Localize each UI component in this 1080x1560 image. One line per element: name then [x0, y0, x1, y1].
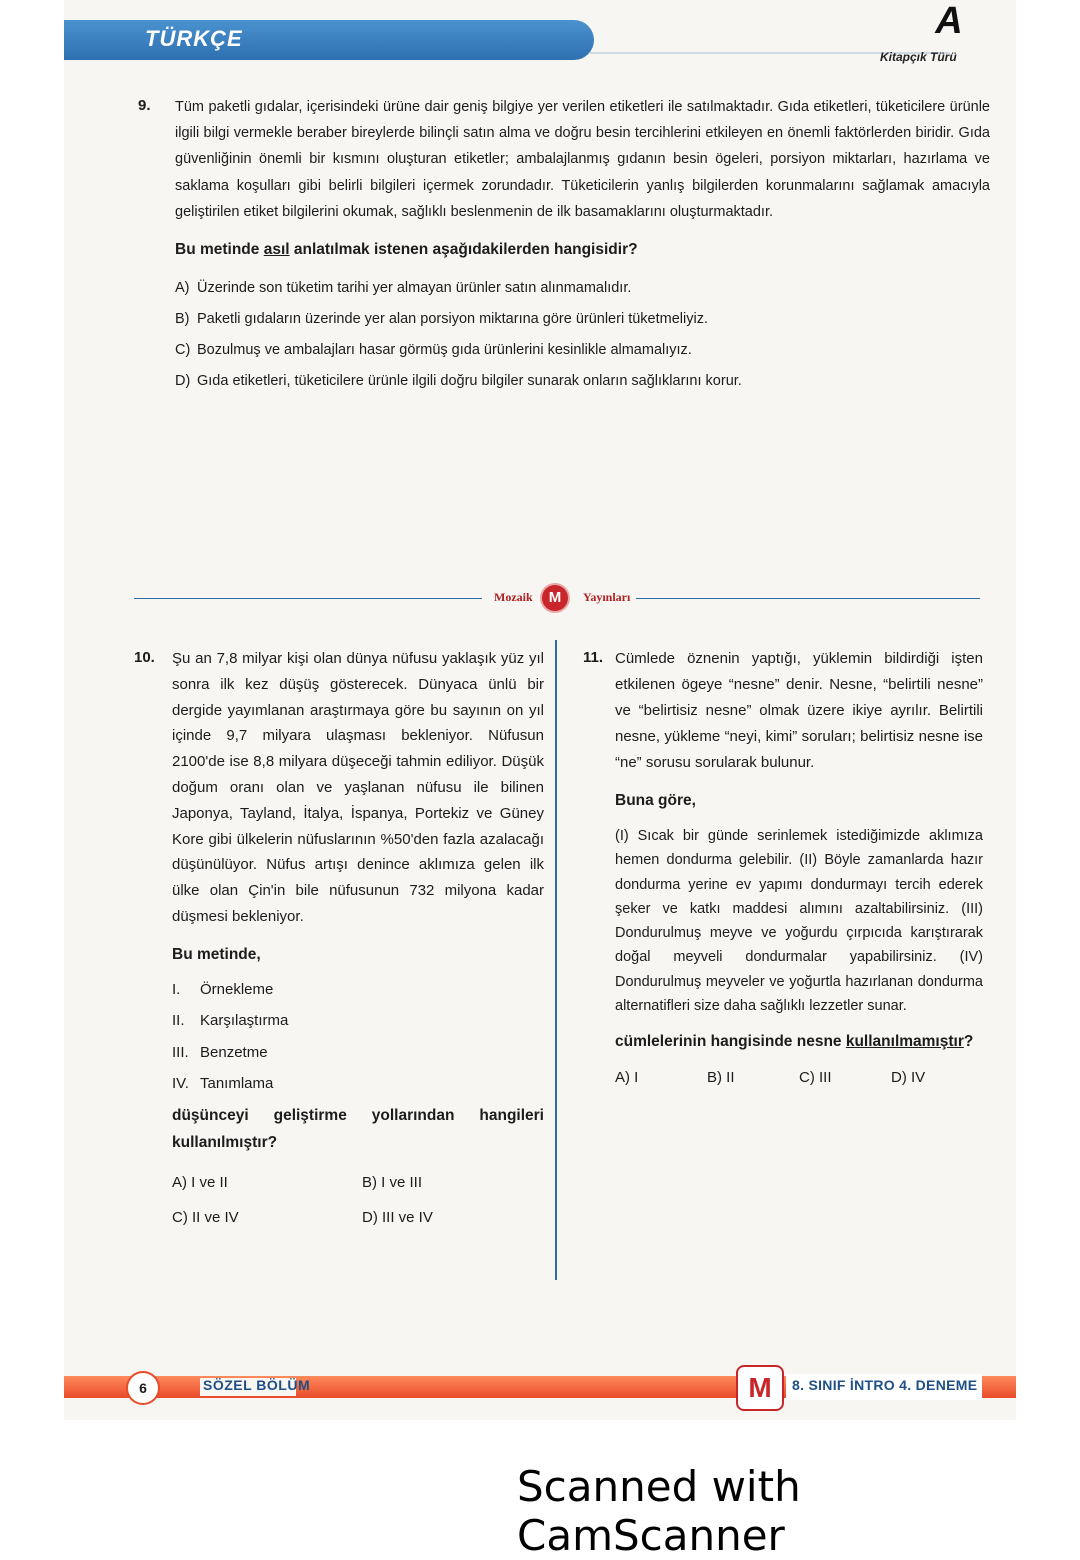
numbered-sentences: (I) Sıcak bir günde serinlemek istediğimizde aklımıza hemen dondurma gelebilir. (II) Böyle zamanlarda hazır dondurma yerine ev yapımı dondurmayı tercih ederek şeker ve katkı maddesi alımını azaltabilirsiniz. (III) Dondurulmuş meyve ve yoğurdu çırpıcıda karıştırarak doğal meyveli dondurmalar yapabilirsiniz. (IV) Dondurulmuş meyveler ve yoğurtla hazırlanan dondurma alternatifleri size daha sağlıklı lezzetler sunar. [615, 828, 983, 1015]
option-a[interactable]: A) I ve II [172, 1173, 228, 1191]
option-d[interactable]: D) IV [891, 1069, 926, 1087]
question-lead: Buna göre, [615, 792, 696, 809]
option-d[interactable]: D) III ve IV [362, 1209, 433, 1227]
option-c[interactable]: C) Bozulmuş ve ambalajları hasar görmüş gıda ürünlerini kesinlikle almamalıyız. [175, 342, 692, 359]
divider-left [134, 598, 482, 599]
question-number: 11. [583, 649, 604, 666]
list-item: IV. Tanımlama [172, 1075, 274, 1093]
question-text: Cümlede öznenin yaptığı, yüklemin bildirdiği işten etkilenen ögeye “nesne” denir. Nesne, “belirtili nesne” ve “belirtisiz nesne” olmak üzere ikiye ayrılır. Belirtili nesne, yükleme “neyi, kimi” soruları; belirtisiz nesne ise “ne” sorusu sorularak bulunur. [615, 650, 983, 771]
header-bar [64, 20, 594, 60]
brand-logo-icon: M [736, 1365, 784, 1411]
option-c[interactable]: C) III [799, 1069, 832, 1087]
section-label: SÖZEL BÖLÜM [203, 1377, 311, 1393]
publisher-logo-icon: M [542, 585, 568, 611]
booklet-caption: Kitapçık Türü [880, 50, 957, 64]
option-b[interactable]: B) II [707, 1069, 735, 1087]
option-c[interactable]: C) II ve IV [172, 1209, 239, 1227]
scanner-watermark: Scanned with CamScanner [517, 1462, 801, 1560]
exam-title: 8. SINIF İNTRO 4. DENEME [792, 1377, 978, 1393]
option-a[interactable]: A) I [615, 1069, 639, 1087]
question-stem: Bu metinde asıl anlatılmak istenen aşağıdakilerden hangisidir? [175, 241, 638, 259]
question-text: Şu an 7,8 milyar kişi olan dünya nüfusu yaklaşık yüz yıl sonra ilk kez düşüş gösterecek. Dünyaca ünlü bir dergide yayımlanan araştırmaya göre bu sayının on yıl içinde 9,7 milyara ulaşması bekleniyor. Nüfusun 2100'de ise 8,8 milyara düşeceği tahmin ediliyor. Düşük doğum oranı olan ve yaşlanan nüfusu ile bilinen Japonya, Tayland, İtalya, İspanya, Portekiz ve Güney Kore gibi ülkelerin nüfuslarının %50'den fazla azalacağı düşünülüyor. Nüfus artışı denince aklımıza gelen ilk ülke olan Çin'in bile nüfusunun 732 milyona kadar düşmesi bekleniyor. [172, 650, 544, 925]
subject-title: TÜRKÇE [145, 26, 243, 51]
question-number: 9. [138, 97, 151, 114]
booklet-letter: A [935, 0, 963, 42]
option-d[interactable]: D) Gıda etiketleri, tüketicilere ürünle ilgili doğru bilgiler sunarak onların sağlıklarını korur. [175, 373, 742, 390]
page-number: 6 [126, 1371, 160, 1405]
list-item: I. Örnekleme [172, 980, 274, 998]
publisher-name: Mozaik [494, 590, 533, 604]
question-9 [138, 94, 990, 397]
option-b[interactable]: B) I ve III [362, 1173, 423, 1191]
question-number: 10. [134, 649, 155, 666]
question-stem: cümlelerinin hangisinde nesne kullanılmamıştır? [615, 1033, 974, 1051]
option-b[interactable]: B) Paketli gıdaların üzerinde yer alan porsiyon miktarına göre ürünleri tüketmeliyiz. [175, 311, 708, 328]
list-item: II. Karşılaştırma [172, 1012, 289, 1030]
question-stem-2: düşünceyi geliştirme yollarından hangileri kullanılmıştır? [172, 1106, 544, 1151]
option-a[interactable]: A) Üzerinde son tüketim tarihi yer almayan ürünler satın alınmamalıdır. [175, 280, 632, 297]
divider-right [636, 598, 980, 599]
publisher-suffix: Yayınları [583, 590, 631, 604]
question-11 [583, 646, 983, 1091]
list-item: III. Benzetme [172, 1043, 268, 1061]
question-stem: Bu metinde, [172, 945, 261, 963]
column-divider [555, 640, 557, 1280]
question-text: Tüm paketli gıdalar, içerisindeki ürüne dair geniş bilgiye yer verilen etiketleri ile satılmaktadır. Gıda etiketleri, tüketicilere ürünle ilgili bilgi vermekle beraber bireylerde bilinçli satın alma ve doğru besin tercihlerini etkileyen en önemli faktörlerden biridir. Gıda güvenliğinin önemli bir kısmını oluşturan etiketler; ambalajlanmış gıdanın besin ögeleri, porsiyon miktarları, hazırlama ve saklama koşulları gibi belirli bilgileri içermek zorundadır. Tüketicilerin yanlış bilgilerden korunmalarını sağlamak amacıyla geliştirilen etiket bilgilerini okumak, sağlıklı beslenmenin de ilk basamaklarını oluşturmaktadır. [175, 99, 990, 220]
question-10 [134, 646, 544, 1231]
